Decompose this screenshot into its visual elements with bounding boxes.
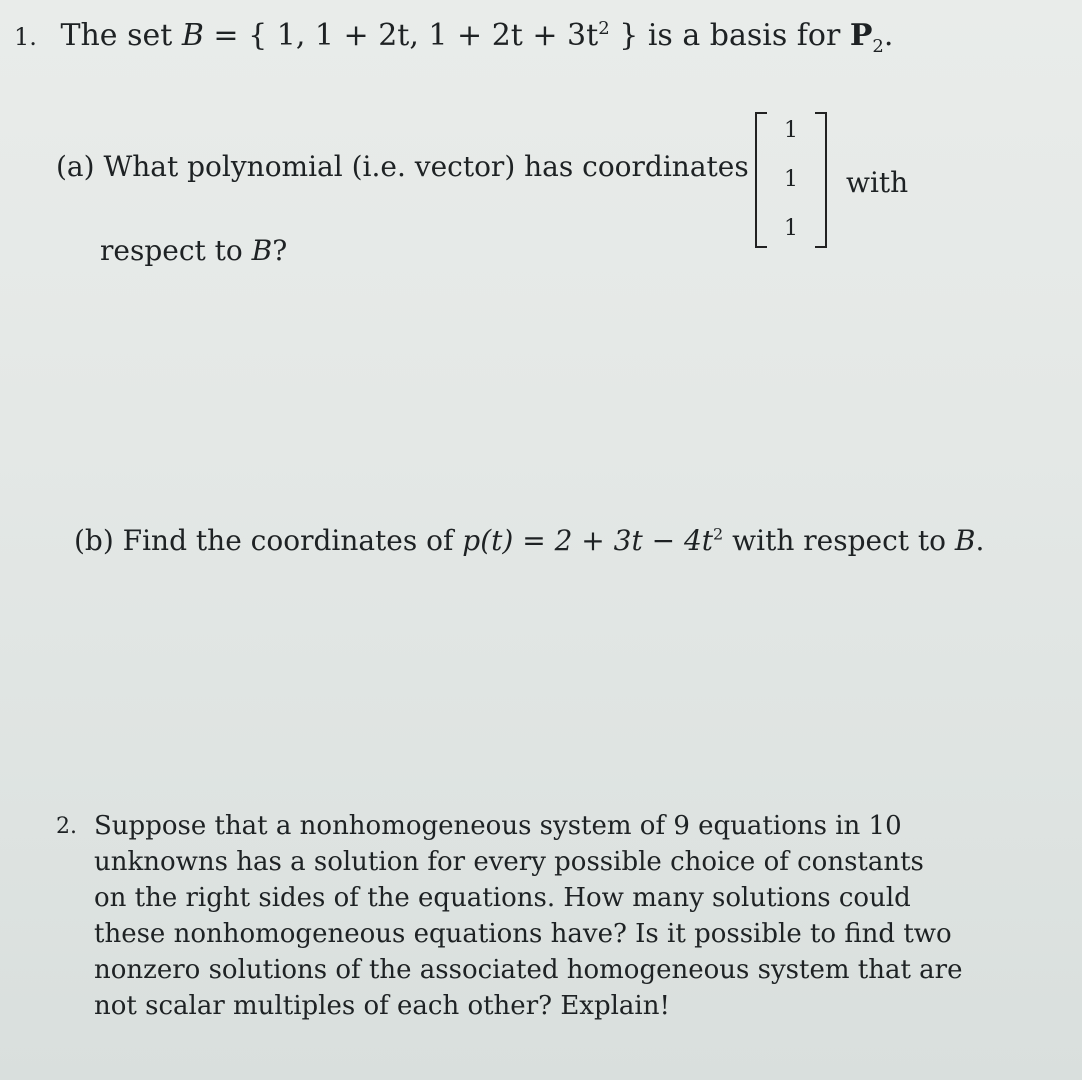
part-b-label: (b) Find the coordinates of xyxy=(74,524,454,557)
problem-2-line: unknowns has a solution for every possible choice of constants xyxy=(94,847,924,877)
basis-set-close: } xyxy=(609,18,639,53)
part-a-basis-symbol: B xyxy=(251,234,273,267)
part-b-question xyxy=(74,524,984,557)
part-b-polynomial: p(t) = 2 + 3t − 4t xyxy=(462,524,714,557)
problem-2-line: nonzero solutions of the associated homogeneous system that are xyxy=(94,955,963,985)
polynomial-space-degree: 2 xyxy=(872,36,884,57)
basis-symbol: B xyxy=(181,18,204,53)
problem-2-statement xyxy=(94,808,963,1024)
part-a-respect-to: respect to xyxy=(100,234,243,267)
problem-2-number: 2. xyxy=(56,814,77,839)
vector-entry-2: 1 xyxy=(784,167,798,192)
part-b-period: . xyxy=(975,524,985,557)
basis-text: is a basis for xyxy=(647,18,841,53)
coordinate-vector xyxy=(755,112,827,248)
part-b-exponent: 2 xyxy=(713,524,724,544)
part-a-question-mark: ? xyxy=(272,234,288,267)
vector-entry-3: 1 xyxy=(784,216,798,241)
part-b-respect-to: with respect to xyxy=(732,524,947,557)
polynomial-space: P xyxy=(849,18,873,53)
part-a-continuation xyxy=(100,234,287,267)
part-a-with: with xyxy=(846,166,909,199)
problem-2-line: these nonhomogeneous equations have? Is it possible to find two xyxy=(94,919,952,949)
basis-set-exponent: 2 xyxy=(598,18,610,39)
vector-entry-1: 1 xyxy=(784,118,798,143)
problem-2-line: not scalar multiples of each other? Explain! xyxy=(94,991,670,1021)
problem-1-intro: The set xyxy=(60,18,173,53)
problem-2-line: Suppose that a nonhomogeneous system of 9 equations in 10 xyxy=(94,811,902,841)
problem-2-line: on the right sides of the equations. How many solutions could xyxy=(94,883,911,913)
problem-1-statement xyxy=(14,18,893,57)
right-bracket xyxy=(815,112,827,248)
part-a-question: (a) What polynomial (i.e. vector) has coordinates xyxy=(56,150,749,183)
part-b-basis-symbol: B xyxy=(954,524,976,557)
equals-sign: = xyxy=(213,18,239,53)
statement-period: . xyxy=(883,18,894,53)
basis-set: { 1, 1 + 2t, 1 + 2t + 3t xyxy=(248,18,599,53)
problem-1-number: 1. xyxy=(14,23,37,51)
